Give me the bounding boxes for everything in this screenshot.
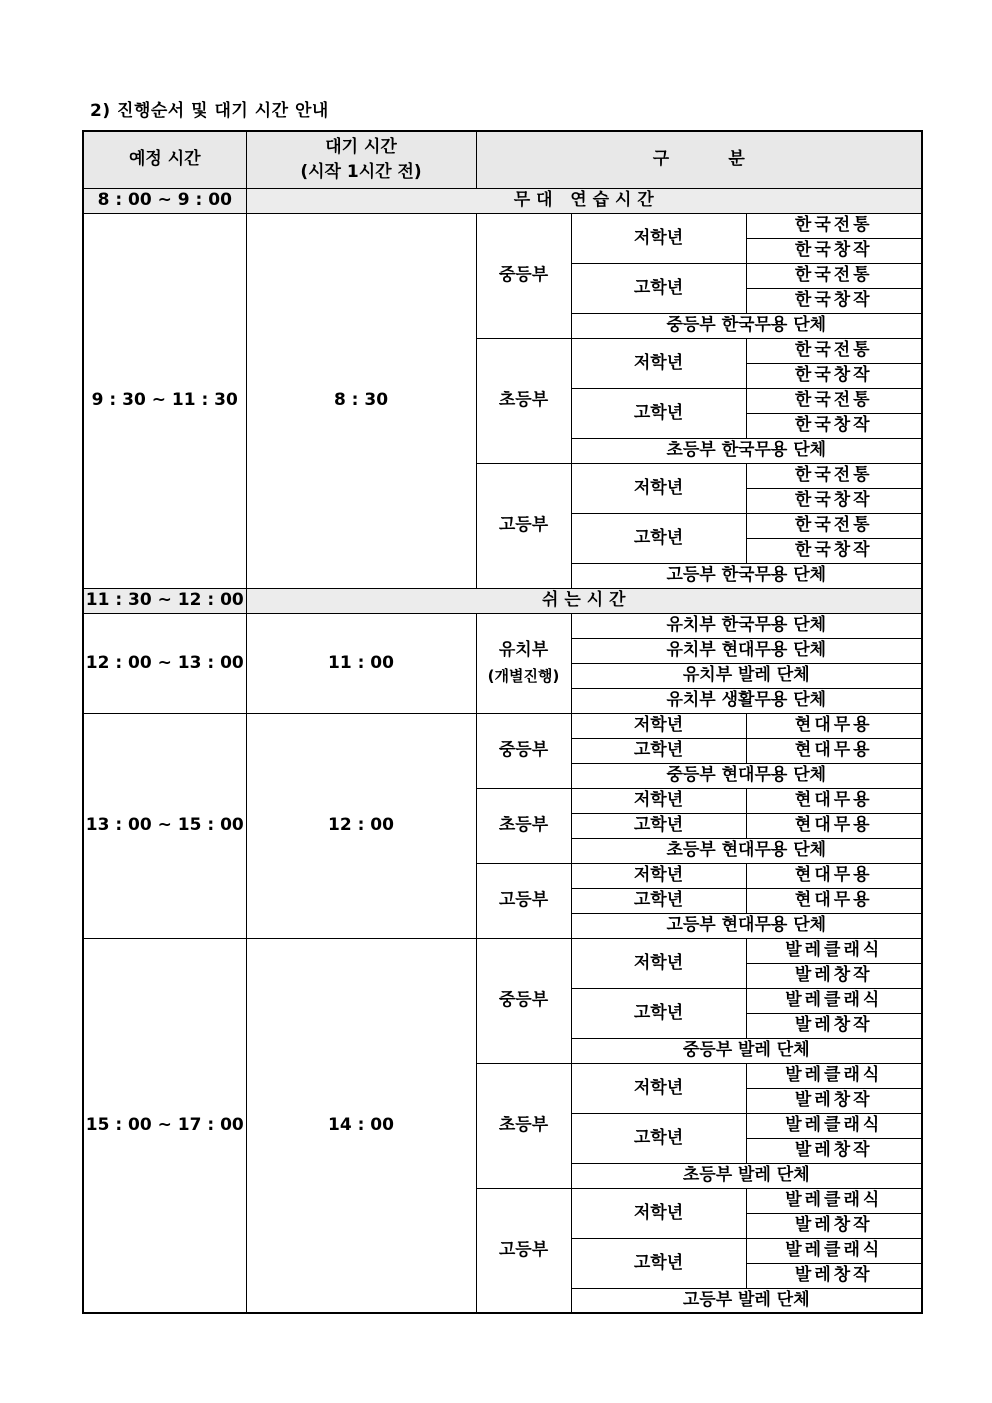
table-row [83,213,922,238]
kinder-wait: 11 : 00 [246,613,476,713]
group-cell: 중등부 한국무용 단체 [571,313,922,338]
grade-low: 저학년 [571,863,746,888]
category-cell: 발레클래식 [746,938,922,963]
grade-low: 저학년 [571,788,746,813]
grade-low: 저학년 [571,338,746,388]
modern-wait: 12 : 00 [246,713,476,938]
category-cell: 한국창작 [746,288,922,313]
category-cell: 한국전통 [746,463,922,488]
korean-high-div: 고등부 [476,463,571,588]
schedule-table [82,130,923,1314]
grade-low: 저학년 [571,463,746,513]
category-cell: 발레창작 [746,1013,922,1038]
modern-mid-div: 중등부 [476,713,571,788]
header-wait [246,131,476,188]
category-cell: 한국전통 [746,263,922,288]
category-cell: 한국창작 [746,488,922,513]
table-row [83,613,922,638]
category-cell: 현대무용 [746,813,922,838]
category-cell: 발레클래식 [746,1238,922,1263]
header-division: 구 분 [476,131,922,188]
rehearsal-time: 8 : 00 ~ 9 : 00 [83,188,246,213]
group-cell: 중등부 발레 단체 [571,1038,922,1063]
table-row [83,713,922,738]
modern-time: 13 : 00 ~ 15 : 00 [83,713,246,938]
group-cell: 초등부 발레 단체 [571,1163,922,1188]
category-cell: 현대무용 [746,863,922,888]
group-cell: 유치부 생활무용 단체 [571,688,922,713]
kinder-time: 12 : 00 ~ 13 : 00 [83,613,246,713]
category-cell: 현대무용 [746,788,922,813]
rehearsal-label: 무 대 연 습 시 간 [246,188,922,213]
grade-high: 고학년 [571,888,746,913]
category-cell: 발레클래식 [746,1113,922,1138]
korean-time: 9 : 30 ~ 11 : 30 [83,213,246,588]
ballet-time: 15 : 00 ~ 17 : 00 [83,938,246,1313]
category-cell: 한국창작 [746,363,922,388]
kinder-div-label: 유치부 [498,640,549,661]
korean-ele-div: 초등부 [476,338,571,463]
grade-low: 저학년 [571,1188,746,1238]
table-row [83,938,922,963]
category-cell: 발레창작 [746,1138,922,1163]
modern-high-div: 고등부 [476,863,571,938]
category-cell: 한국전통 [746,213,922,238]
category-cell: 현대무용 [746,713,922,738]
group-cell: 초등부 한국무용 단체 [571,438,922,463]
category-cell: 현대무용 [746,738,922,763]
header-wait-line2: (시작 1시간 전) [300,161,422,182]
header-time: 예정 시간 [83,131,246,188]
group-cell: 유치부 한국무용 단체 [571,613,922,638]
category-cell: 한국전통 [746,338,922,363]
category-cell: 발레클래식 [746,1188,922,1213]
category-cell: 한국창작 [746,538,922,563]
break-time: 11 : 30 ~ 12 : 00 [83,588,246,613]
category-cell: 한국창작 [746,413,922,438]
break-label: 쉬 는 시 간 [246,588,922,613]
category-cell: 발레창작 [746,1213,922,1238]
header-row [83,131,922,188]
grade-low: 저학년 [571,713,746,738]
korean-mid-div: 중등부 [476,213,571,338]
group-cell: 초등부 현대무용 단체 [571,838,922,863]
rehearsal-row [83,188,922,213]
category-cell: 발레창작 [746,1088,922,1113]
grade-low: 저학년 [571,213,746,263]
group-cell: 유치부 현대무용 단체 [571,638,922,663]
group-cell: 유치부 발레 단체 [571,663,922,688]
category-cell: 발레클래식 [746,988,922,1013]
grade-high: 고학년 [571,1113,746,1163]
group-cell: 고등부 한국무용 단체 [571,563,922,588]
category-cell: 발레창작 [746,963,922,988]
grade-high: 고학년 [571,988,746,1038]
grade-low: 저학년 [571,938,746,988]
category-cell: 현대무용 [746,888,922,913]
category-cell: 한국창작 [746,238,922,263]
category-cell: 발레창작 [746,1263,922,1288]
grade-high: 고학년 [571,1238,746,1288]
ballet-wait: 14 : 00 [246,938,476,1313]
header-wait-line1: 대기 시간 [325,137,397,158]
grade-high: 고학년 [571,738,746,763]
kinder-div-note: (개별진행) [487,667,560,686]
korean-wait: 8 : 30 [246,213,476,588]
category-cell: 한국전통 [746,388,922,413]
ballet-high-div: 고등부 [476,1188,571,1313]
category-cell: 한국전통 [746,513,922,538]
grade-low: 저학년 [571,1063,746,1113]
ballet-mid-div: 중등부 [476,938,571,1063]
group-cell: 고등부 현대무용 단체 [571,913,922,938]
grade-high: 고학년 [571,813,746,838]
modern-ele-div: 초등부 [476,788,571,863]
section-title: 2) 진행순서 및 대기 시간 안내 [90,101,329,121]
grade-high: 고학년 [571,263,746,313]
break-row [83,588,922,613]
grade-high: 고학년 [571,388,746,438]
grade-high: 고학년 [571,513,746,563]
group-cell: 고등부 발레 단체 [571,1288,922,1313]
ballet-ele-div: 초등부 [476,1063,571,1188]
kinder-div [476,613,571,713]
group-cell: 중등부 현대무용 단체 [571,763,922,788]
category-cell: 발레클래식 [746,1063,922,1088]
